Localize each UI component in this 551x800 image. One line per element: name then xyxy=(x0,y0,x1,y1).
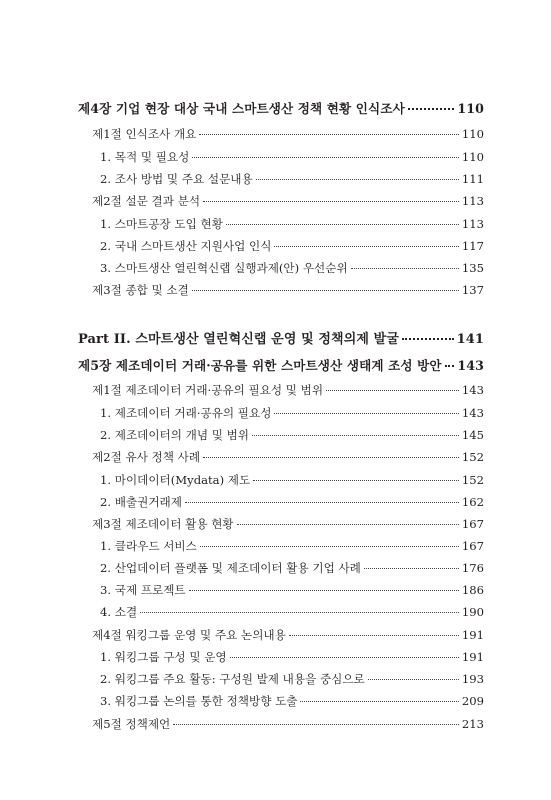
toc-page-number: 162 xyxy=(461,495,484,509)
toc-section[interactable] xyxy=(78,382,484,398)
toc-item[interactable] xyxy=(78,560,484,576)
dot-leader xyxy=(256,179,459,180)
toc-section[interactable] xyxy=(78,282,484,298)
dot-leader xyxy=(402,338,454,340)
dot-leader xyxy=(274,413,458,414)
toc-page-number: 193 xyxy=(461,672,484,686)
toc-page-number: 191 xyxy=(461,628,484,642)
dot-leader xyxy=(237,524,459,525)
toc-item[interactable] xyxy=(78,427,484,443)
toc-page-number: 113 xyxy=(461,194,484,208)
toc-entry-title: 제2절 설문 결과 분석 xyxy=(92,194,201,208)
dot-leader xyxy=(351,268,459,269)
toc-item[interactable] xyxy=(78,238,484,254)
toc-section[interactable] xyxy=(78,126,484,142)
toc-entry-title: 제5장 제조데이터 거래·공유를 위한 스마트생산 생태계 조성 방안 xyxy=(78,358,442,373)
toc-page-number: 117 xyxy=(461,239,484,253)
toc-item[interactable] xyxy=(78,649,484,665)
toc-entry-title: 2. 조사 방법 및 주요 설문내용 xyxy=(100,172,253,186)
toc-page-number: 110 xyxy=(461,150,484,164)
dot-leader xyxy=(200,546,459,547)
toc-chapter-4[interactable] xyxy=(78,98,484,117)
toc-item[interactable] xyxy=(78,604,484,620)
toc-item[interactable] xyxy=(78,538,484,554)
toc-page-number: 176 xyxy=(461,561,484,575)
toc-entry-title: 1. 마이데이터(Mydata) 제도 xyxy=(100,473,251,487)
toc-entry-title: 2. 배출권거래제 xyxy=(100,495,182,509)
dot-leader xyxy=(203,457,459,458)
toc-entry-title: 제1절 제조데이터 거래·공유의 필요성 및 범위 xyxy=(92,383,324,397)
toc-entry-title: 3. 스마트생산 열린혁신랩 실행과제(안) 우선순위 xyxy=(100,261,348,275)
toc-page-number: 152 xyxy=(461,450,484,464)
dot-leader xyxy=(300,701,458,702)
dot-leader xyxy=(364,568,459,569)
toc-page-number: 143 xyxy=(457,358,484,373)
toc-entry-title: 1. 제조데이터 거래·공유의 필요성 xyxy=(100,406,272,420)
toc-entry-title: 1. 스마트공장 도입 현황 xyxy=(100,217,223,231)
toc-entry-title: 2. 국내 스마트생산 지원사업 인식 xyxy=(100,239,272,253)
toc-item[interactable] xyxy=(78,494,484,510)
toc-entry-title: 2. 산업데이터 플랫폼 및 제조데이터 활용 기업 사례 xyxy=(100,561,361,575)
dot-leader xyxy=(408,108,455,110)
toc-item[interactable] xyxy=(78,472,484,488)
dot-leader xyxy=(192,290,459,291)
toc-page-number: 143 xyxy=(461,383,484,397)
toc-page-number: 186 xyxy=(461,583,484,597)
toc-item[interactable] xyxy=(78,171,484,187)
dot-leader xyxy=(274,246,458,247)
dot-leader xyxy=(368,679,459,680)
toc-page-number: 167 xyxy=(461,517,484,531)
toc-entry-title: 3. 국제 프로젝트 xyxy=(100,583,186,597)
toc-entry-title: 2. 제조데이터의 개념 및 범위 xyxy=(100,428,249,442)
toc-page-number: 111 xyxy=(461,172,484,186)
toc-entry-title: Part II. 스마트생산 열린혁신랩 운영 및 정책의제 발굴 xyxy=(78,332,399,347)
toc-page-number: 137 xyxy=(461,283,484,297)
toc-entry-title: 제4장 기업 현장 대상 국내 스마트생산 정책 현황 인식조사 xyxy=(78,101,405,116)
dot-leader xyxy=(203,201,459,202)
dot-leader xyxy=(192,157,459,158)
toc-section[interactable] xyxy=(78,449,484,465)
toc-entry-title: 제3절 제조데이터 활용 현황 xyxy=(92,517,234,531)
toc-item[interactable] xyxy=(78,149,484,165)
toc-page-number: 141 xyxy=(456,332,484,347)
toc-entry-title: 1. 클라우드 서비스 xyxy=(100,539,197,553)
toc-page-number: 190 xyxy=(461,605,484,619)
dot-leader xyxy=(173,724,459,725)
toc-entry-title: 3. 워킹그룹 논의를 통한 정책방향 도출 xyxy=(100,694,298,708)
toc-entry-title: 1. 워킹그룹 구성 및 운영 xyxy=(100,650,227,664)
dot-leader xyxy=(289,635,459,636)
toc-section[interactable] xyxy=(78,516,484,532)
dot-leader xyxy=(445,365,455,367)
toc-item[interactable] xyxy=(78,582,484,598)
toc-item[interactable] xyxy=(78,671,484,687)
toc-entry-title: 제3절 종합 및 소결 xyxy=(92,283,189,297)
toc-item[interactable] xyxy=(78,260,484,276)
toc-entry-title: 4. 소결 xyxy=(100,605,138,619)
toc-item[interactable] xyxy=(78,405,484,421)
toc-entry-title: 2. 워킹그룹 주요 활동: 구성원 발제 내용을 중심으로 xyxy=(100,672,365,686)
toc-page-number: 145 xyxy=(461,428,484,442)
toc-section[interactable] xyxy=(78,193,484,209)
dot-leader xyxy=(326,390,459,391)
toc-entry-title: 제1절 인식조사 개요 xyxy=(92,127,197,141)
dot-leader xyxy=(226,224,459,225)
toc-section[interactable] xyxy=(78,627,484,643)
toc-item[interactable] xyxy=(78,216,484,232)
toc-page-number: 191 xyxy=(461,650,484,664)
toc-entry-title: 제2절 유사 정책 사례 xyxy=(92,450,201,464)
dot-leader xyxy=(253,480,459,481)
toc-page-number: 135 xyxy=(461,261,484,275)
toc-section[interactable] xyxy=(78,716,484,732)
toc-entry-title: 1. 목적 및 필요성 xyxy=(100,150,190,164)
toc-chapter-5[interactable] xyxy=(78,355,484,374)
toc-entry-title: 제4절 워킹그룹 운영 및 주요 논의내용 xyxy=(92,628,286,642)
dot-leader xyxy=(140,612,459,613)
toc-entry-title: 제5절 정책제언 xyxy=(92,717,171,731)
toc-part-2[interactable] xyxy=(78,328,484,347)
dot-leader xyxy=(199,134,459,135)
toc-page-number: 113 xyxy=(461,217,484,231)
toc-page-number: 213 xyxy=(461,717,484,731)
dot-leader xyxy=(252,435,459,436)
dot-leader xyxy=(185,502,459,503)
toc-item[interactable] xyxy=(78,693,484,709)
toc-page-number: 152 xyxy=(461,473,484,487)
toc-page-number: 209 xyxy=(461,694,484,708)
toc-page-number: 110 xyxy=(461,127,484,141)
toc-page-number: 167 xyxy=(461,539,484,553)
dot-leader xyxy=(230,657,459,658)
toc-page-number: 143 xyxy=(461,406,484,420)
toc-page-number: 110 xyxy=(457,101,484,116)
dot-leader xyxy=(189,590,459,591)
